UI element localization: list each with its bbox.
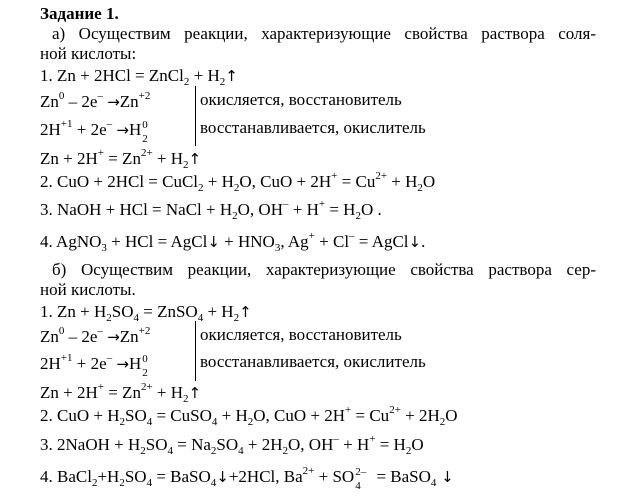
part-b-reaction-1: 1. $Zn + H_2SO_4$ = ZnSO$_4$ + $H_2↑$ [40,302,252,324]
part-a-reaction-4: 4. AgNO$_3$ + HCl = AgCl↓ + $HNO_3$, Ag+ + Cl– = AgCl↓. [40,230,426,254]
part-b-reduction-note: восстанавливается, окислитель [200,352,426,371]
part-b-reaction-2: 2. CuO + $H_2SO_4$ = CuSO$_4$ + $H_2O$, CuO + $2H^+ = Cu^{2+} + 2H_2O$ [40,404,458,428]
gas-arrow-icon: ↑ [239,303,252,321]
part-b-intro-line1: б) Осуществим реакции, характеризующие свойства раствора сер- [52,260,596,279]
part-a-intro-line1: а) Осуществим реакции, характеризующие свойства раствора соля- [52,24,596,43]
part-a-intro-line2: ной кислоты: [40,44,137,63]
precipitate-arrow-icon: ↓ [216,468,229,486]
part-b-oxidation-note: окисляется, восстановитель [200,325,402,344]
part-a-reaction-1: 1. Zn + 2HCl = ZnCl$_2$ + $H_2↑$ [40,66,238,88]
part-b-ionic-equation-1: $Zn + 2H^+ = Zn^{2+}$ + $H_2↑$ [40,381,202,405]
part-b-reaction-4: 4. $BaCl_2+H_2SO_4$ = BaSO$_4$↓+2HCl, $Ba^{2+}$ + SO 2– 4 = BaSO$_4$ ↓ [40,465,454,492]
part-a-oxidation-note: окисляется, восстановитель [200,90,402,109]
part-b-bracket-line [195,321,196,381]
part-a-bracket-line [195,86,196,146]
precipitate-arrow-icon: ↓ [207,233,220,251]
part-a-half-reaction-oxidation: $Zn^0 - 2e^- \to Zn^{+2}$ [40,90,151,111]
part-a-half-reaction-reduction: $2H^{+1} + 2e^- \to H$ 0 2 [40,118,148,145]
right-arrow-icon: → [107,328,120,346]
part-b-intro-line2: ной кислоты. [40,280,136,299]
right-arrow-icon: → [107,93,120,111]
part-a-ionic-equation-1: $Zn + 2H^+ = Zn^{2+}$ + $H_2↑$ [40,147,202,171]
precipitate-arrow-icon: ↓ [408,233,422,251]
part-a-reaction-3: 3. NaOH + HCl = NaCl + $H_2O$, $OH^- + H^+ = H_2O$ . [40,198,382,222]
precipitate-arrow-icon: ↓ [436,468,454,486]
part-a-reduction-note: восстанавливается, окислитель [200,118,426,137]
gas-arrow-icon: ↑ [225,67,238,85]
part-b-half-reaction-oxidation: $Zn^0 - 2e^- \to Zn^{+2}$ [40,325,151,346]
part-a-reaction-2: 2. CuO + 2HCl = CuCl$_2$ + $H_2O$, CuO + $2H^+ = Cu^{2+} + H_2O$ [40,170,436,194]
right-arrow-icon: → [116,121,129,139]
right-arrow-icon: → [116,355,129,373]
gas-arrow-icon: ↑ [188,384,202,402]
task-title: Задание 1. [40,4,119,23]
part-b-half-reaction-reduction: $2H^{+1} + 2e^- \to H$ 0 2 [40,352,148,379]
part-b-reaction-3: 3. 2NaOH + $H_2SO_4 = Na_2SO_4 + 2H_2O$, $OH^- + H^+ = H_2O$ [40,433,424,457]
gas-arrow-icon: ↑ [188,150,202,168]
